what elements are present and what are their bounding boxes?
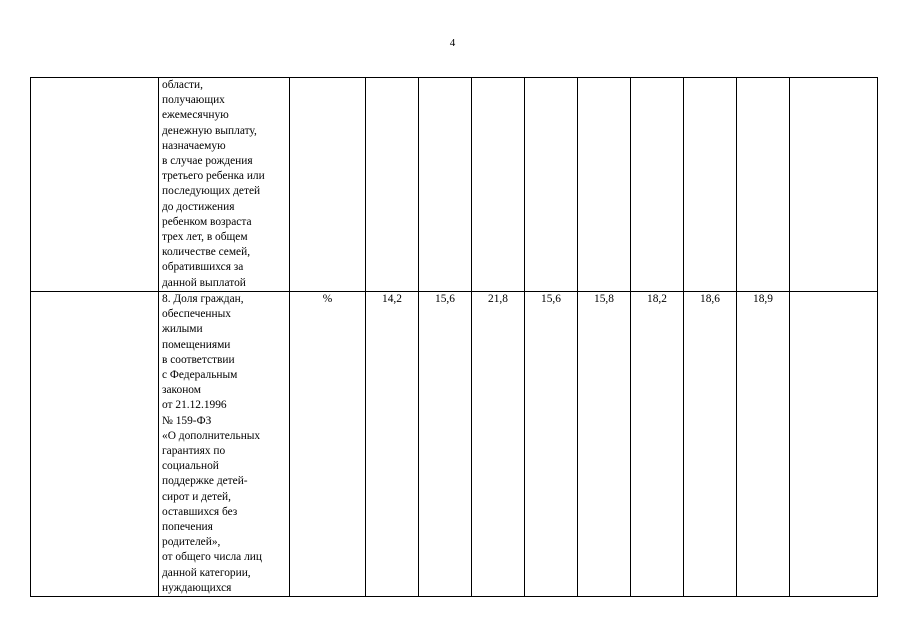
value-cell: 18,6	[684, 292, 737, 597]
value-cell	[525, 78, 578, 292]
value-cell: 15,8	[578, 292, 631, 597]
description-line: обратившихся за	[162, 261, 244, 274]
value-cell	[419, 78, 472, 292]
description-cell	[159, 292, 290, 597]
description-line: «О дополнительных	[162, 429, 261, 442]
table-row	[31, 78, 878, 292]
description-line: обеспеченных	[162, 308, 231, 321]
value-cell: 18,2	[631, 292, 684, 597]
description-line: назначаемую	[162, 139, 226, 152]
description-line: получающих	[162, 94, 225, 107]
description-line: от общего числа лиц	[162, 551, 262, 564]
description-line: № 159-ФЗ	[162, 414, 212, 427]
unit-cell: %	[290, 292, 366, 597]
description-line: данной категории,	[162, 566, 251, 579]
value-cell	[684, 78, 737, 292]
description-line: помещениями	[162, 338, 231, 351]
description-line: с Федеральным	[162, 369, 238, 382]
description-line: родителей»,	[162, 536, 221, 549]
value-cell	[737, 78, 790, 292]
value-cell: 14,2	[366, 292, 419, 597]
description-line: трех лет, в общем	[162, 231, 248, 244]
value-cell: 15,6	[525, 292, 578, 597]
description-line: от 21.12.1996	[162, 399, 227, 412]
description-line: количестве семей,	[162, 246, 251, 259]
description-line: третьего ребенка или	[162, 170, 265, 183]
description-line: социальной	[162, 460, 219, 473]
description-line: 8. Доля граждан,	[162, 293, 244, 305]
description-line: нуждающихся	[162, 581, 232, 594]
value-cell	[578, 78, 631, 292]
description-line: законом	[162, 384, 201, 397]
description-line: денежную выплату,	[162, 124, 257, 137]
description-line: данной выплатой	[162, 276, 246, 289]
description-line: поддержке детей-	[162, 475, 248, 488]
description-line: области,	[162, 79, 203, 91]
page-number: 4	[449, 37, 456, 49]
description-line: гарантиях по	[162, 445, 226, 458]
value-cell	[472, 78, 525, 292]
value-cell: 15,6	[419, 292, 472, 597]
value-cell	[790, 292, 878, 597]
unit-cell	[290, 78, 366, 292]
first-cell	[31, 292, 159, 597]
description-line: жилыми	[162, 323, 203, 336]
description-line: последующих детей	[162, 185, 261, 198]
table-row	[31, 292, 878, 597]
description-line: сирот и детей,	[162, 490, 231, 503]
description-line: оставшихся без	[162, 505, 238, 518]
value-cell: 18,9	[737, 292, 790, 597]
description-line: в случае рождения	[162, 155, 253, 168]
description-cell	[159, 78, 290, 292]
value-cell: 21,8	[472, 292, 525, 597]
value-cell	[790, 78, 878, 292]
indicator-table	[30, 77, 878, 597]
value-cell	[366, 78, 419, 292]
first-cell	[31, 78, 159, 292]
description-line: до достижения	[162, 200, 235, 213]
description-line: ежемесячную	[162, 109, 229, 122]
description-line: попечения	[162, 521, 213, 534]
description-line: ребенком возраста	[162, 215, 252, 228]
description-line: в соответствии	[162, 353, 235, 366]
value-cell	[631, 78, 684, 292]
